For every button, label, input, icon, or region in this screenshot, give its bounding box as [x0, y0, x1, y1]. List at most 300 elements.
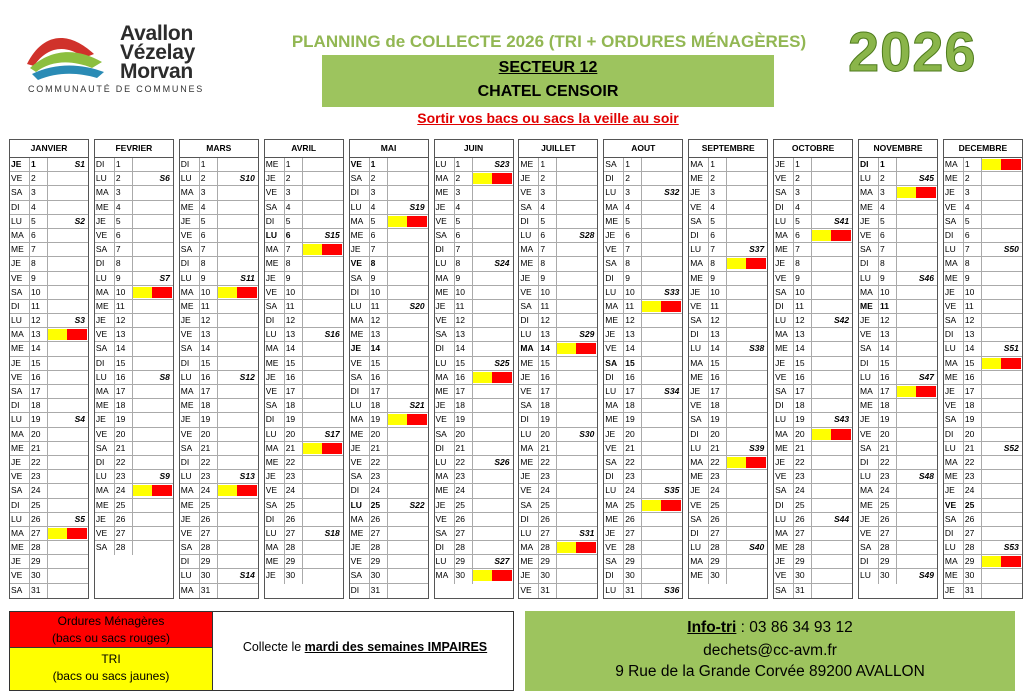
weekday-abbr: MA	[775, 428, 788, 439]
weekday-abbr: SA	[690, 215, 702, 226]
day-cell	[774, 371, 852, 385]
weekday-abbr: JE	[605, 527, 616, 538]
day-number: 29	[200, 556, 211, 567]
household-waste-collection-marker	[322, 244, 342, 255]
day-number: 22	[200, 456, 211, 467]
day-cell	[180, 272, 258, 286]
weekday-abbr: VE	[95, 229, 108, 240]
day-cell	[435, 300, 513, 314]
recycling-collection-marker	[48, 329, 67, 340]
day-cell	[435, 456, 513, 470]
day-number: 20	[880, 428, 890, 439]
day-number: 3	[115, 187, 121, 198]
weekday-abbr: DI	[11, 400, 20, 411]
weekday-abbr: MA	[605, 499, 619, 510]
recycling-collection-marker	[388, 414, 407, 425]
day-cell	[859, 428, 937, 442]
day-number: 23	[625, 471, 635, 482]
day-cell	[265, 229, 343, 243]
day-number: 22	[370, 456, 381, 467]
week-number: S44	[833, 513, 850, 524]
day-number: 18	[455, 400, 465, 411]
day-number: 29	[540, 556, 550, 567]
weekday-abbr: JE	[95, 414, 106, 425]
weekday-abbr: LU	[860, 371, 871, 382]
day-cell	[435, 470, 513, 484]
week-number: S34	[664, 386, 680, 396]
day-cell	[689, 399, 767, 413]
day-number: 1	[625, 159, 631, 169]
weekday-abbr: JE	[435, 201, 446, 212]
day-cell	[604, 555, 682, 569]
day-cell	[95, 456, 173, 470]
day-number: 7	[31, 244, 36, 255]
weekday-abbr: DI	[11, 201, 20, 212]
week-number: S30	[579, 428, 595, 439]
day-cell	[350, 215, 428, 229]
day-cell	[944, 584, 1022, 598]
week-number: S13	[239, 471, 255, 482]
month-title: DECEMBRE	[944, 140, 1022, 158]
day-number: 5	[115, 215, 121, 226]
day-cell	[350, 399, 428, 413]
day-cell	[350, 584, 428, 598]
day-number: 2	[200, 173, 206, 184]
day-cell	[435, 527, 513, 541]
weekday-abbr: VE	[690, 300, 702, 311]
day-cell	[435, 201, 513, 215]
weekday-abbr: SA	[350, 570, 362, 581]
day-cell	[265, 499, 343, 513]
week-number: S16	[324, 329, 340, 340]
weekday-abbr: MA	[435, 570, 449, 581]
day-number: 8	[115, 258, 121, 269]
day-cell	[180, 286, 258, 300]
day-number: 28	[200, 542, 211, 553]
day-cell	[95, 371, 173, 385]
day-number: 11	[795, 300, 804, 311]
day-number: 3	[285, 187, 291, 198]
weekday-abbr: DI	[775, 400, 784, 411]
day-cell	[944, 385, 1022, 399]
day-cell	[265, 201, 343, 215]
weekday-abbr: LU	[944, 542, 956, 553]
recycling-collection-marker	[303, 244, 322, 255]
household-waste-collection-marker	[1001, 556, 1021, 567]
day-cell	[435, 371, 513, 385]
day-cell	[774, 584, 852, 598]
day-cell	[774, 328, 852, 342]
recycling-collection-marker	[812, 429, 831, 440]
weekday-abbr: VE	[95, 329, 108, 340]
weekday-abbr: ME	[520, 456, 534, 467]
day-number: 1	[455, 159, 461, 169]
weekday-abbr: LU	[180, 471, 192, 482]
day-cell	[95, 300, 173, 314]
weekday-abbr: DI	[11, 300, 20, 311]
day-cell	[604, 158, 682, 172]
day-number: 20	[540, 428, 550, 439]
day-number: 17	[710, 386, 720, 396]
day-number: 1	[880, 159, 885, 169]
day-number: 14	[31, 343, 41, 354]
weekday-abbr: MA	[520, 442, 534, 453]
day-number: 2	[710, 173, 715, 184]
day-number: 27	[370, 527, 381, 538]
day-cell	[10, 229, 88, 243]
day-cell	[859, 555, 937, 569]
week-number: S45	[918, 173, 934, 184]
day-cell	[604, 286, 682, 300]
day-cell	[519, 257, 597, 271]
day-cell	[435, 328, 513, 342]
weekday-abbr: VE	[605, 244, 617, 255]
weekday-abbr: MA	[350, 215, 364, 226]
week-number: S51	[1003, 343, 1019, 354]
day-cell	[519, 371, 597, 385]
day-cell	[435, 428, 513, 442]
day-cell	[10, 186, 88, 200]
month-novembre	[858, 139, 938, 599]
day-cell	[944, 484, 1022, 498]
day-cell	[859, 158, 937, 172]
month-title: MAI	[350, 140, 428, 158]
weekday-abbr: MA	[95, 286, 109, 297]
day-cell	[774, 428, 852, 442]
day-number: 16	[370, 371, 381, 382]
weekday-abbr: ME	[265, 456, 279, 467]
weekday-abbr: ME	[605, 215, 619, 226]
weekday-abbr: DI	[95, 258, 105, 269]
day-number: 26	[880, 513, 890, 524]
day-cell	[180, 158, 258, 172]
week-number: S28	[579, 229, 595, 240]
year-heading: 2026	[848, 20, 977, 83]
weekday-abbr: JE	[180, 414, 191, 425]
day-cell	[604, 328, 682, 342]
day-number: 18	[115, 400, 126, 411]
week-number: S38	[749, 343, 765, 354]
day-cell	[10, 328, 88, 342]
day-cell	[350, 272, 428, 286]
day-cell	[435, 342, 513, 356]
week-number: S21	[409, 400, 425, 411]
day-cell	[604, 300, 682, 314]
day-cell	[10, 584, 88, 598]
day-number: 5	[710, 215, 715, 226]
day-number: 12	[115, 315, 126, 326]
weekday-abbr: JE	[944, 187, 955, 198]
day-cell	[519, 357, 597, 371]
day-number: 20	[285, 428, 296, 439]
day-number: 4	[285, 201, 291, 212]
logo-name: Morvan	[120, 60, 193, 83]
day-cell	[689, 428, 767, 442]
day-number: 3	[540, 187, 546, 198]
weekday-abbr: ME	[435, 187, 449, 198]
weekday-abbr: DI	[944, 527, 954, 538]
day-cell	[95, 314, 173, 328]
household-waste-collection-marker	[237, 485, 257, 496]
weekday-abbr: DI	[775, 300, 784, 311]
weekday-abbr: MA	[11, 229, 24, 240]
day-number: 19	[200, 414, 211, 425]
weekday-abbr: DI	[265, 315, 275, 326]
day-number: 20	[710, 428, 720, 439]
week-number: S23	[494, 159, 510, 169]
day-cell	[774, 399, 852, 413]
weekday-abbr: ME	[265, 258, 279, 269]
legend-label: (bacs ou sacs rouges)	[51, 631, 171, 645]
recycling-collection-marker	[388, 216, 407, 227]
day-cell	[859, 201, 937, 215]
weekday-abbr: LU	[180, 371, 192, 382]
day-number: 18	[880, 400, 890, 411]
weekday-abbr: LU	[520, 527, 532, 538]
day-cell	[350, 300, 428, 314]
day-number: 28	[625, 542, 635, 553]
weekday-abbr: SA	[350, 173, 362, 184]
weekday-abbr: JE	[944, 584, 955, 595]
day-number: 6	[710, 229, 715, 240]
day-cell	[265, 428, 343, 442]
day-number: 4	[795, 201, 800, 212]
weekday-abbr: ME	[95, 400, 109, 411]
month-title: AVRIL	[265, 140, 343, 158]
day-number: 24	[200, 485, 211, 496]
day-cell	[95, 385, 173, 399]
month-title: FEVRIER	[95, 140, 173, 158]
household-waste-collection-marker	[831, 429, 851, 440]
weekday-abbr: VE	[775, 570, 787, 581]
day-cell	[689, 456, 767, 470]
weekday-abbr: VE	[11, 272, 23, 283]
day-cell	[604, 272, 682, 286]
week-number: S5	[74, 513, 85, 524]
weekday-abbr: MA	[180, 187, 194, 198]
day-number: 14	[285, 343, 296, 354]
day-number: 21	[880, 442, 890, 453]
day-cell	[95, 342, 173, 356]
day-number: 13	[710, 329, 720, 340]
weekday-abbr: MA	[775, 229, 788, 240]
day-number: 7	[880, 244, 885, 255]
day-number: 5	[31, 215, 36, 226]
weekday-abbr: LU	[944, 244, 956, 255]
day-cell	[859, 541, 937, 555]
weekday-abbr: JE	[95, 513, 106, 524]
day-cell	[180, 172, 258, 186]
day-number: 9	[200, 272, 206, 283]
household-waste-collection-marker	[576, 542, 596, 553]
day-number: 28	[964, 542, 975, 553]
week-number: S49	[918, 570, 934, 581]
recycling-collection-marker	[48, 528, 67, 539]
weekday-abbr: DI	[690, 329, 699, 340]
day-cell	[10, 357, 88, 371]
day-cell	[519, 158, 597, 172]
weekday-abbr: JE	[860, 315, 870, 326]
month-title: MARS	[180, 140, 258, 158]
day-number: 26	[540, 513, 550, 524]
weekday-abbr: VE	[944, 400, 957, 411]
day-number: 20	[795, 428, 805, 439]
weekday-abbr: SA	[11, 386, 23, 396]
day-cell	[689, 513, 767, 527]
day-cell	[689, 442, 767, 456]
weekday-abbr: MA	[690, 556, 703, 567]
day-number: 27	[200, 527, 211, 538]
recycling-collection-marker	[303, 443, 322, 454]
day-cell	[180, 541, 258, 555]
day-cell	[265, 286, 343, 300]
weekday-abbr: SA	[265, 201, 278, 212]
day-number: 7	[115, 244, 121, 255]
day-cell	[265, 243, 343, 257]
weekday-abbr: VE	[944, 300, 957, 311]
day-cell	[435, 385, 513, 399]
weekday-abbr: VE	[350, 357, 362, 368]
day-number: 16	[880, 371, 890, 382]
weekday-abbr: JE	[350, 343, 361, 354]
weekday-abbr: VE	[520, 187, 532, 198]
weekday-abbr: ME	[180, 201, 194, 212]
day-number: 12	[285, 315, 296, 326]
day-cell	[95, 428, 173, 442]
weekday-abbr: VE	[605, 343, 617, 354]
weekday-abbr: DI	[350, 485, 360, 496]
day-cell	[859, 328, 937, 342]
day-cell	[944, 371, 1022, 385]
weekday-abbr: SA	[605, 556, 617, 567]
day-cell	[519, 413, 597, 427]
day-cell	[604, 257, 682, 271]
week-number: S3	[74, 315, 85, 326]
header	[0, 0, 1024, 136]
weekday-abbr: DI	[775, 499, 784, 510]
day-number: 18	[31, 400, 41, 411]
recycling-collection-marker	[642, 500, 661, 511]
day-cell	[519, 470, 597, 484]
household-waste-collection-marker	[916, 386, 936, 397]
week-number: S46	[918, 272, 934, 283]
info-email[interactable]: dechets@cc-avm.fr	[703, 642, 837, 659]
day-number: 5	[795, 215, 800, 226]
weekday-abbr: SA	[605, 159, 617, 169]
day-cell	[859, 470, 937, 484]
weekday-abbr: JE	[690, 286, 701, 297]
day-number: 10	[625, 286, 635, 297]
day-cell	[604, 484, 682, 498]
day-cell	[944, 300, 1022, 314]
week-number: S20	[409, 300, 425, 311]
day-cell	[604, 413, 682, 427]
weekday-abbr: SA	[350, 371, 362, 382]
weekday-abbr: LU	[350, 201, 362, 212]
weekday-abbr: DI	[265, 414, 275, 425]
day-cell	[10, 286, 88, 300]
household-waste-collection-marker	[322, 443, 342, 454]
day-number: 25	[880, 499, 890, 510]
day-number: 28	[795, 542, 805, 553]
day-number: 7	[200, 244, 206, 255]
day-cell	[604, 243, 682, 257]
day-number: 22	[540, 456, 550, 467]
day-cell	[350, 314, 428, 328]
weekday-abbr: MA	[944, 258, 958, 269]
day-number: 18	[200, 400, 211, 411]
day-number: 28	[370, 542, 381, 553]
legend-label: (bacs ou sacs jaunes)	[52, 669, 170, 683]
day-cell	[689, 541, 767, 555]
recycling-collection-marker	[473, 173, 492, 184]
day-cell	[604, 186, 682, 200]
weekday-abbr: JE	[265, 570, 276, 581]
day-number: 28	[285, 542, 296, 553]
weekday-abbr: VE	[95, 428, 108, 439]
day-number: 16	[31, 371, 41, 382]
day-number: 8	[625, 258, 631, 269]
week-number: S1	[74, 159, 85, 169]
day-number: 26	[455, 513, 465, 524]
weekday-abbr: ME	[520, 556, 534, 567]
day-number: 14	[880, 343, 890, 354]
day-cell	[604, 456, 682, 470]
day-cell	[435, 357, 513, 371]
day-cell	[10, 314, 88, 328]
day-number: 4	[200, 201, 206, 212]
weekday-abbr: ME	[95, 201, 109, 212]
day-cell	[95, 413, 173, 427]
day-number: 30	[710, 570, 720, 581]
weekday-abbr: VE	[775, 471, 787, 482]
day-number: 6	[964, 229, 970, 240]
day-number: 9	[31, 272, 36, 283]
day-number: 7	[455, 244, 461, 255]
week-number: S41	[833, 215, 850, 226]
day-cell	[95, 357, 173, 371]
weekday-abbr: DI	[605, 371, 614, 382]
day-cell	[519, 513, 597, 527]
day-number: 30	[964, 570, 975, 581]
day-cell	[519, 300, 597, 314]
day-number: 12	[455, 315, 465, 326]
weekday-abbr: SA	[944, 513, 957, 524]
weekday-abbr: ME	[180, 400, 194, 411]
day-number: 4	[625, 201, 631, 212]
day-number: 27	[115, 527, 126, 538]
weekday-abbr: JE	[520, 471, 531, 482]
weekday-abbr: VE	[180, 229, 193, 240]
day-number: 24	[625, 485, 635, 496]
weekday-abbr: JE	[350, 442, 361, 453]
weekday-abbr: JE	[11, 357, 21, 368]
weekday-abbr: JE	[95, 315, 106, 326]
day-number: 1	[115, 159, 121, 169]
day-number: 6	[200, 229, 206, 240]
weekday-abbr: LU	[690, 343, 702, 354]
day-number: 1	[964, 159, 970, 169]
day-number: 6	[370, 229, 376, 240]
day-number: 27	[964, 527, 975, 538]
collection-prefix: Collecte le	[242, 640, 305, 654]
day-number: 19	[880, 414, 890, 425]
weekday-abbr: VE	[690, 400, 702, 411]
weekday-abbr: ME	[944, 272, 958, 283]
weekday-abbr: VE	[435, 414, 447, 425]
day-cell	[859, 413, 937, 427]
day-cell	[10, 371, 88, 385]
